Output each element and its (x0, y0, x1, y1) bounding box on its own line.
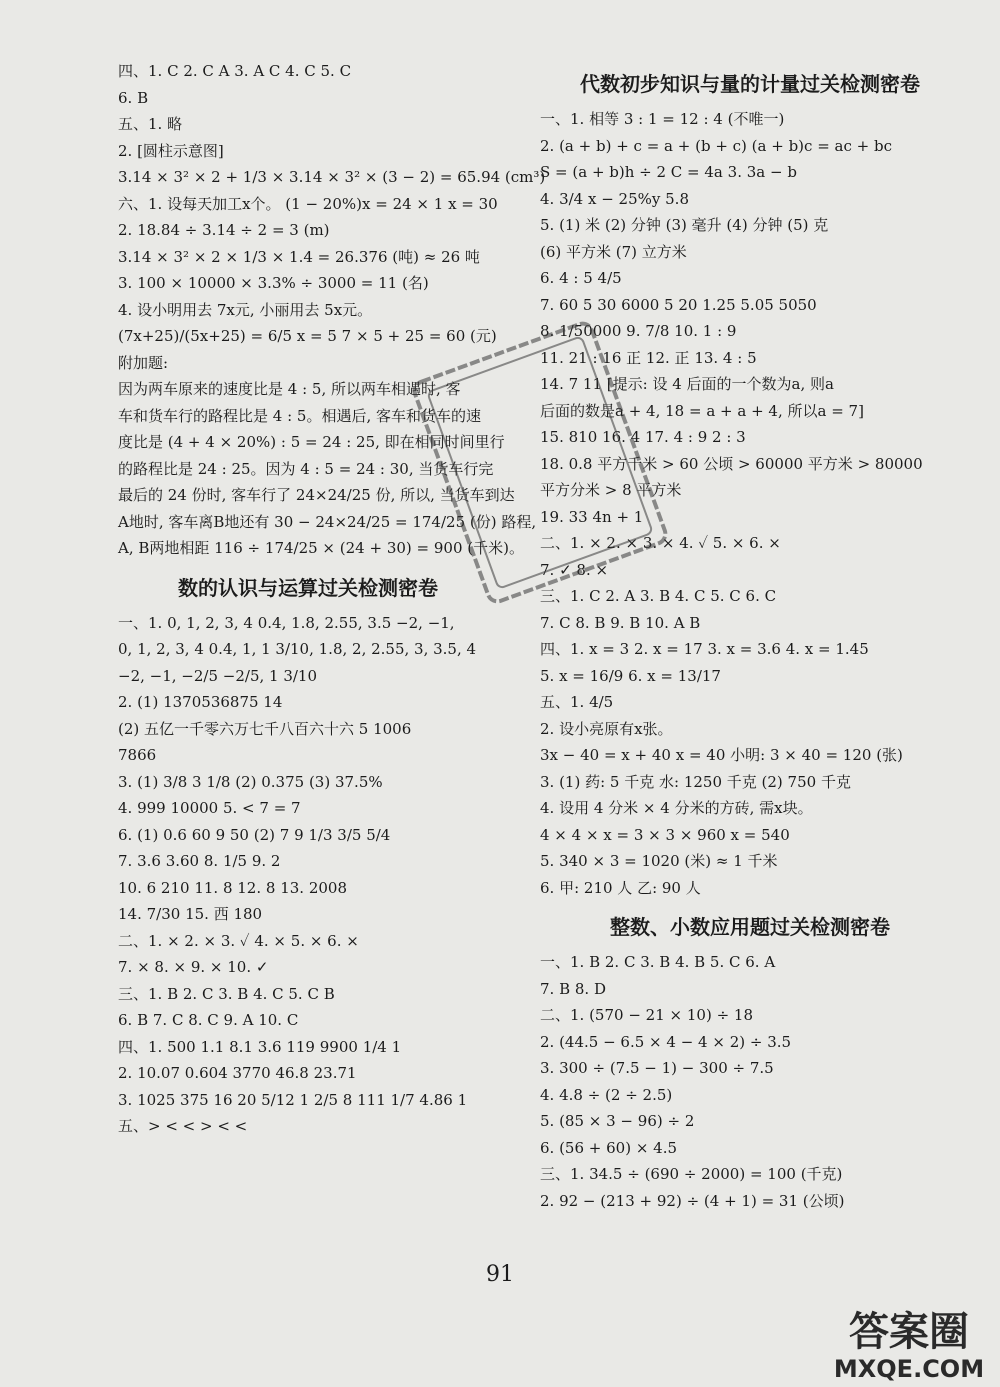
answer-line: 2. 92 − (213 + 92) ÷ (4 + 1) = 31 (公顷) (540, 1191, 845, 1210)
answer-line: 四、1. x = 3 2. x = 17 3. x = 3.6 4. x = 1.45 (540, 640, 869, 658)
answer-line: 最后的 24 份时, 客车行了 24×24/25 份, 所以, 当货车到达 (118, 486, 515, 504)
answer-line: 5. x = 16/9 6. x = 13/17 (540, 666, 721, 685)
answer-line: 5. 340 × 3 = 1020 (米) ≈ 1 千米 (540, 852, 778, 870)
answer-line: 6. (56 + 60) × 4.5 (540, 1138, 678, 1157)
answer-line: A, B两地相距 116 ÷ 174/25 × (24 + 30) = 900 (千米)。 (118, 539, 524, 557)
answer-line: 10. 6 210 11. 8 12. 8 13. 2008 (118, 878, 347, 897)
answer-line: 六、1. 设每天加工x个。 (1 − 20%)x = 24 × 1 x = 30 (118, 194, 498, 213)
answer-line: 3. 100 × 10000 × 3.3% ÷ 3000 = 11 (名) (118, 274, 429, 292)
answer-line: 2. (a + b) + c = a + (b + c) (a + b)c = ac + bc (540, 136, 892, 155)
answer-line: 2. (44.5 − 6.5 × 4 − 4 × 2) ÷ 3.5 (540, 1032, 792, 1051)
answer-line: 6. B 7. C 8. C 9. A 10. C (118, 1011, 299, 1029)
answer-line: 2. [圆柱示意图] (118, 141, 224, 160)
answer-line: 三、1. B 2. C 3. B 4. C 5. C B (118, 984, 335, 1003)
answer-line: 二、1. × 2. × 3. × 4. ✓ 5. × 6. × (540, 534, 781, 552)
answer-line: 14. 7 11 [提示: 设 4 后面的一个数为a, 则a (540, 375, 834, 393)
answer-line: 3. (1) 3/8 3 1/8 (2) 0.375 (3) 37.5% (118, 772, 383, 791)
answer-line: (2) 五亿一千零六万七千八百六十六 5 1006 (118, 719, 412, 738)
answer-line: 度比是 (4 + 4 × 20%) : 5 = 24 : 25, 即在相同时间里行 (118, 433, 505, 451)
answer-line: 7. 60 5 30 6000 5 20 1.25 5.05 5050 (540, 295, 817, 314)
section-title: 数的认识与运算过关检测密卷 (178, 575, 438, 600)
answer-line: 18. 0.8 平方千米 > 60 公顷 > 60000 平方米 > 80000 (540, 454, 923, 473)
right-column (540, 58, 960, 1214)
answer-line: 7. ✓ 8. × (540, 560, 609, 579)
answer-line: 7. B 8. D (540, 979, 606, 998)
answer-line: 车和货车行的路程比是 4 : 5。相遇后, 客车和货车的速 (118, 406, 481, 425)
answer-line: 附加题: (118, 353, 169, 372)
answer-line: 一、1. 相等 3 : 1 = 12 : 4 (不唯一) (540, 110, 785, 128)
answer-line: 4. 设用 4 分米 × 4 分米的方砖, 需x块。 (540, 799, 813, 817)
answer-line: 5. (85 × 3 − 96) ÷ 2 (540, 1112, 695, 1130)
answer-line: 四、1. C 2. C A 3. A C 4. C 5. C (118, 62, 352, 80)
answer-line: 0, 1, 2, 3, 4 0.4, 1, 1 3/10, 1.8, 2, 2.55, 3, 3.5, 4 (118, 640, 477, 658)
answer-line: 后面的数是a + 4, 18 = a + a + 4, 所以a = 7] (540, 401, 864, 420)
answer-line: 三、1. 34.5 ÷ (690 ÷ 2000) = 100 (千克) (540, 1165, 843, 1183)
answer-line: 7. × 8. × 9. × 10. ✓ (118, 958, 269, 976)
answer-line: 8. 1/50000 9. 7/8 10. 1 : 9 (540, 322, 737, 340)
answer-line: 五、1. 4/5 (540, 693, 614, 711)
answer-line: 五、1. 略 (118, 115, 183, 133)
answer-line: 3. (1) 药: 5 千克 水: 1250 千克 (2) 750 千克 (540, 772, 851, 791)
section-title: 代数初步知识与量的计量过关检测密卷 (580, 72, 920, 96)
answer-line: 11. 21 : 16 正 12. 正 13. 4 : 5 (540, 348, 757, 367)
answer-line: 3x − 40 = x + 40 x = 40 小明: 3 × 40 = 120 (张) (540, 746, 903, 764)
answer-line: (6) 平方米 (7) 立方米 (540, 242, 687, 261)
answer-line: 平方分米 > 8 平方米 (540, 481, 682, 499)
answer-line: 二、1. (570 − 21 × 10) ÷ 18 (540, 1006, 753, 1024)
site-watermark-logo (824, 1293, 994, 1383)
answer-line: 6. 4 : 5 4/5 (540, 269, 622, 287)
answer-line: −2, −1, −2/5 −2/5, 1 3/10 (118, 666, 318, 685)
answer-line: 6. B (118, 88, 149, 107)
answer-line: 5. (1) 米 (2) 分钟 (3) 毫升 (4) 分钟 (5) 克 (540, 216, 829, 234)
answer-line: 三、1. C 2. A 3. B 4. C 5. C 6. C (540, 587, 777, 605)
answer-line: 7866 (118, 746, 157, 764)
answer-line: 4. 3/4 x − 25%y 5.8 (540, 189, 689, 208)
answer-line: 4. 设小明用去 7x元, 小丽用去 5x元。 (118, 300, 373, 319)
answer-line: 7. 3.6 3.60 8. 1/5 9. 2 (118, 852, 281, 870)
answer-line: S = (a + b)h ÷ 2 C = 4a 3. 3a − b (540, 163, 797, 181)
answer-line: 6. 甲: 210 人 乙: 90 人 (540, 878, 701, 897)
answer-line: 6. (1) 0.6 60 9 50 (2) 7 9 1/3 3/5 5/4 (118, 825, 391, 844)
svg-text:MXQE.COM: MXQE.COM (833, 1355, 985, 1383)
answer-line: 一、1. B 2. C 3. B 4. B 5. C 6. A (540, 953, 776, 971)
answer-line: (7x+25)/(5x+25) = 6/5 x = 5 7 × 5 + 25 = 60 (元) (118, 327, 497, 345)
answer-line: 3.14 × 3² × 2 × 1/3 × 1.4 = 26.376 (吨) ≈ 26 吨 (118, 247, 480, 266)
answer-line: 四、1. 500 1.1 8.1 3.6 119 9900 1/4 1 (118, 1037, 402, 1056)
answer-line: 的路程比是 24 : 25。因为 4 : 5 = 24 : 30, 当货车行完 (118, 459, 494, 478)
answer-line: 2. 设小亮原有x张。 (540, 719, 673, 738)
answer-line: 4 × 4 × x = 3 × 3 × 960 x = 540 (540, 825, 790, 844)
answer-line: 3. 300 ÷ (7.5 − 1) − 300 ÷ 7.5 (540, 1059, 774, 1077)
answer-line: A地时, 客车离B地还有 30 − 24×24/25 = 174/25 (份) 路程, (118, 512, 537, 531)
answer-line: 一、1. 0, 1, 2, 3, 4 0.4, 1.8, 2.55, 3.5 −2, −1, (118, 613, 455, 632)
answer-line: 2. 18.84 ÷ 3.14 ÷ 2 = 3 (m) (118, 221, 330, 239)
answer-line: 二、1. × 2. × 3. ✓ 4. × 5. × 6. × (118, 931, 359, 950)
answer-line: 3.14 × 3² × 2 + 1/3 × 3.14 × 3² × (3 − 2) = 65.94 (cm³) (118, 168, 546, 186)
page-number: 91 (486, 1262, 514, 1287)
section-title: 整数、小数应用题过关检测密卷 (610, 915, 890, 939)
answer-line: 2. 10.07 0.604 3770 46.8 23.71 (118, 1064, 357, 1082)
answer-line: 15. 810 16. 4 17. 4 : 9 2 : 3 (540, 428, 746, 446)
answer-line: 因为两车原来的速度比是 4 : 5, 所以两车相遇时, 客 (118, 380, 461, 398)
svg-text:答案圈: 答案圈 (849, 1309, 969, 1355)
left-column (118, 58, 546, 1140)
answer-line: 2. (1) 1370536875 14 (118, 693, 283, 711)
answer-line: 4. 4.8 ÷ (2 ÷ 2.5) (540, 1085, 673, 1104)
answer-line: 14. 7/30 15. 西 180 (118, 905, 263, 923)
answer-line: 4. 999 10000 5. < 7 = 7 (118, 799, 301, 817)
answer-line: 五、> < < > < < (118, 1117, 248, 1135)
answer-line: 7. C 8. B 9. B 10. A B (540, 613, 701, 632)
answer-line: 19. 33 4n + 1 (540, 507, 644, 526)
answer-line: 3. 1025 375 16 20 5/12 1 2/5 8 111 1/7 4.86 1 (118, 1090, 468, 1109)
